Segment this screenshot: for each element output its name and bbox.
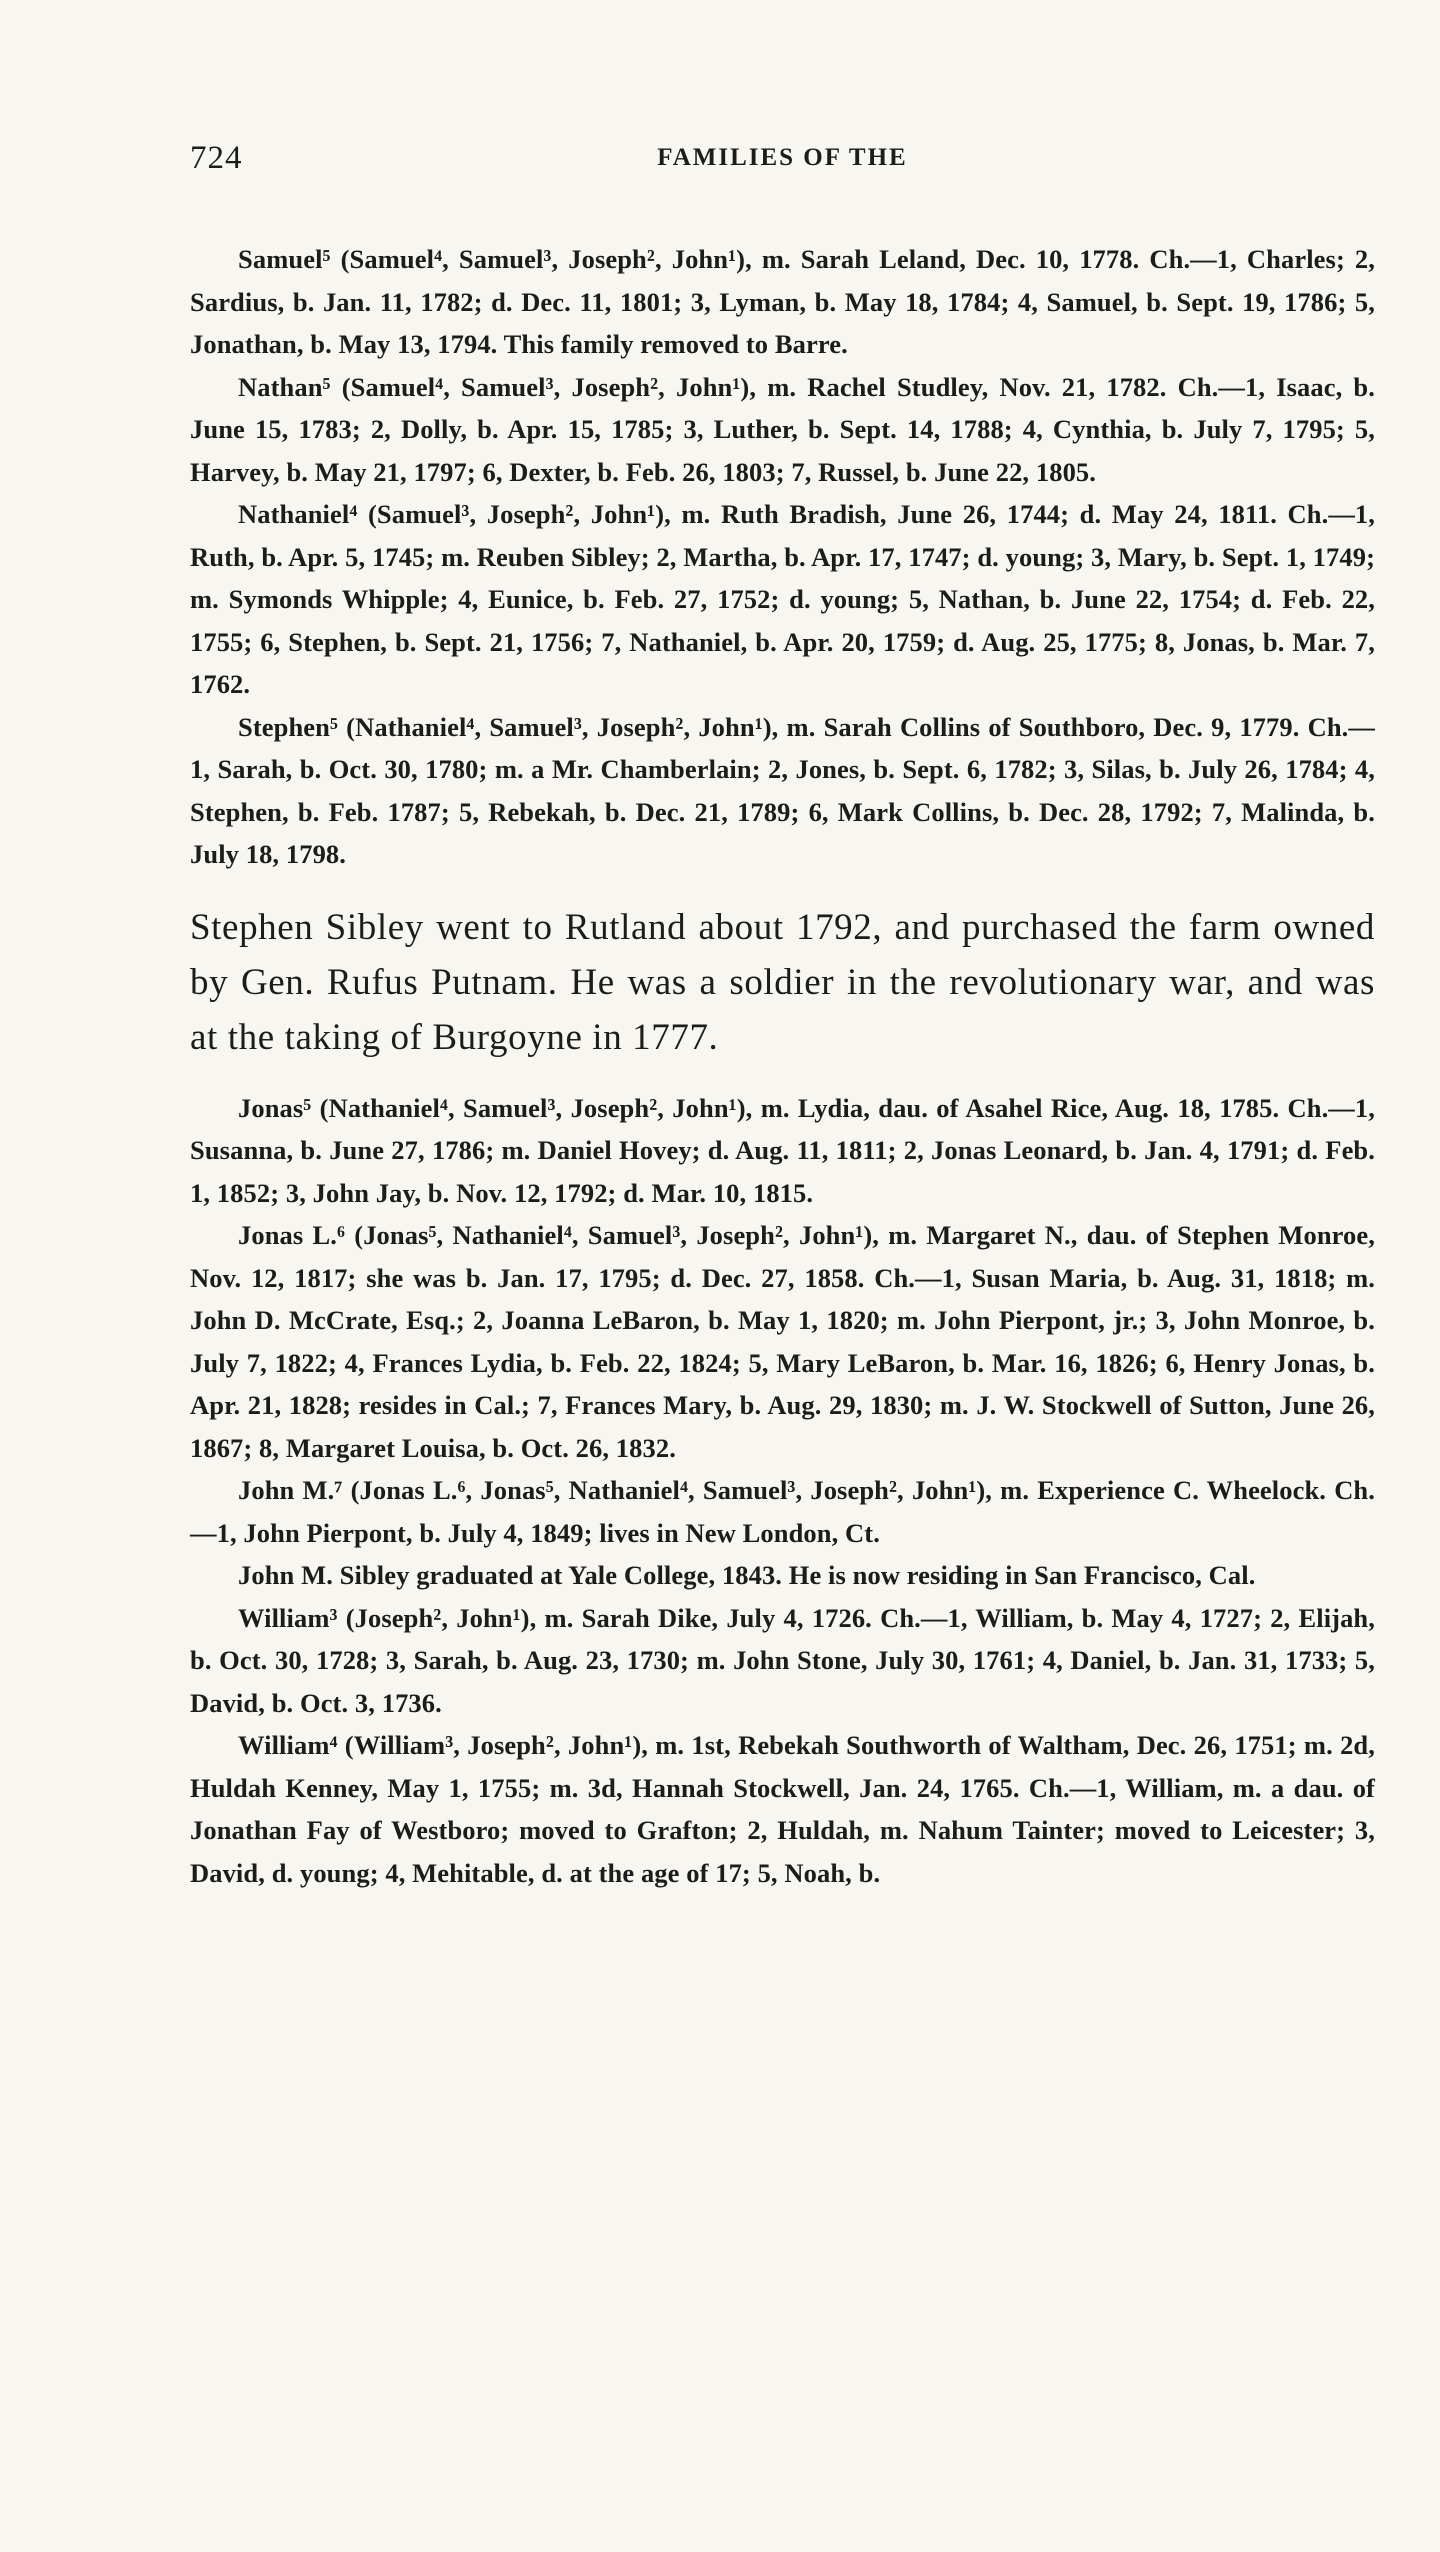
entry-jonas-5: Jonas⁵ (Nathaniel⁴, Samuel³, Joseph², John¹), m. Lydia, dau. of Asahel Rice, Aug. 18, 1785. Ch.—1, Susanna, b. June 27, 1786; m. Daniel Hovey; d. Aug. 11, 1811; 2, Jonas Leonard, b. Jan. 4, 1791; d. Feb. 1, 1852; 3, John Jay, b. Nov. 12, 1792; d. Mar. 10, 1815. [190, 1092, 1375, 1208]
note-stephen-sibley: Stephen Sibley went to Rutland about 1792, and purchased the farm owned by Gen. Rufus Putnam. He was a soldier in the revolutionary war, and was at the taking of Burgoyne in 1777. [190, 906, 1375, 1058]
entry-samuel-5: Samuel⁵ (Samuel⁴, Samuel³, Joseph², John¹), m. Sarah Leland, Dec. 10, 1778. Ch.—1, Charles; 2, Sardius, b. Jan. 11, 1782; d. Dec. 11, 1801; 3, Lyman, b. May 18, 1784; 4, Samuel, b. Sept. 19, 1786; 5, Jonathan, b. May 13, 1794. This family removed to Barre. [190, 244, 1375, 359]
page-header [190, 140, 1375, 190]
entry-william-4: William⁴ (William³, Joseph², John¹), m. 1st, Rebekah Southworth of Waltham, Dec. 26, 1751; m. 2d, Huldah Kenney, May 1, 1755; m. 3d, Hannah Stockwell, Jan. 24, 1765. Ch.—1, William, m. a dau. of Jonathan Fay of Westboro; moved to Grafton; 2, Huldah, m. Nahum Tainter; moved to Leicester; 3, David, d. young; 4, Mehitable, d. at the age of 17; 5, Noah, b. [190, 1730, 1375, 1888]
entry-jonas-l-6: Jonas L.⁶ (Jonas⁵, Nathaniel⁴, Samuel³, Joseph², John¹), m. Margaret N., dau. of Stephen Monroe, Nov. 12, 1817; she was b. Jan. 17, 1795; d. Dec. 27, 1858. Ch.—1, Susan Maria, b. Aug. 31, 1818; m. John D. McCrate, Esq.; 2, Joanna LeBaron, b. May 1, 1820; m. John Pierpont, jr.; 3, John Monroe, b. July 7, 1822; 4, Frances Lydia, b. Feb. 22, 1824; 5, Mary LeBaron, b. Mar. 16, 1826; 6, Henry Jonas, b. Apr. 21, 1828; resides in Cal.; 7, Frances Mary, b. Aug. 29, 1830; m. J. W. Stockwell of Sutton, June 26, 1867; 8, Margaret Louisa, b. Oct. 26, 1832. [190, 1220, 1375, 1463]
entry-nathan-5: Nathan⁵ (Samuel⁴, Samuel³, Joseph², John¹), m. Rachel Studley, Nov. 21, 1782. Ch.—1, Isaac, b. June 15, 1783; 2, Dolly, b. Apr. 15, 1785; 3, Luther, b. Sept. 14, 1788; 4, Cynthia, b. July 7, 1795; 5, Harvey, b. May 21, 1797; 6, Dexter, b. Feb. 26, 1803; 7, Russel, b. June 22, 1805. [190, 371, 1375, 487]
entry-stephen-5: Stephen⁵ (Nathaniel⁴, Samuel³, Joseph², John¹), m. Sarah Collins of Southboro, Dec. 9, 1779. Ch.—1, Sarah, b. Oct. 30, 1780; m. a Mr. Chamberlain; 2, Jones, b. Sept. 6, 1782; 3, Silas, b. July 26, 1784; 4, Stephen, b. Feb. 1787; 5, Rebekah, b. Dec. 21, 1789; 6, Mark Collins, b. Dec. 28, 1792; 7, Malinda, b. July 18, 1798. [190, 711, 1375, 869]
running-title: FAMILIES OF THE [657, 144, 908, 171]
entry-nathaniel-4: Nathaniel⁴ (Samuel³, Joseph², John¹), m. Ruth Bradish, June 26, 1744; d. May 24, 1811. Ch.—1, Ruth, b. Apr. 5, 1745; m. Reuben Sibley; 2, Martha, b. Apr. 17, 1747; d. young; 3, Mary, b. Sept. 1, 1749; m. Symonds Whipple; 4, Eunice, b. Feb. 27, 1752; d. young; 5, Nathan, b. June 22, 1754; d. Feb. 22, 1755; 6, Stephen, b. Sept. 21, 1756; 7, Nathaniel, b. Apr. 20, 1759; d. Aug. 25, 1775; 8, Jonas, b. Mar. 7, 1762. [190, 499, 1375, 699]
note-john-m-sibley: John M. Sibley graduated at Yale College, 1843. He is now residing in San Francisco, Cal. [238, 1560, 1256, 1590]
page-body [190, 238, 1375, 1894]
entry-john-m-7: John M.⁷ (Jonas L.⁶, Jonas⁵, Nathaniel⁴, Samuel³, Joseph², John¹), m. Experience C. Wheelock. Ch.—1, John Pierpont, b. July 4, 1849; lives in New London, Ct. [190, 1475, 1375, 1548]
page-number: 724 [190, 140, 243, 176]
entry-william-3: William³ (Joseph², John¹), m. Sarah Dike, July 4, 1726. Ch.—1, William, b. May 4, 1727; 2, Elijah, b. Oct. 30, 1728; 3, Sarah, b. Aug. 23, 1730; m. John Stone, July 30, 1761; 4, Daniel, b. Jan. 31, 1733; 5, David, b. Oct. 3, 1736. [190, 1602, 1375, 1718]
